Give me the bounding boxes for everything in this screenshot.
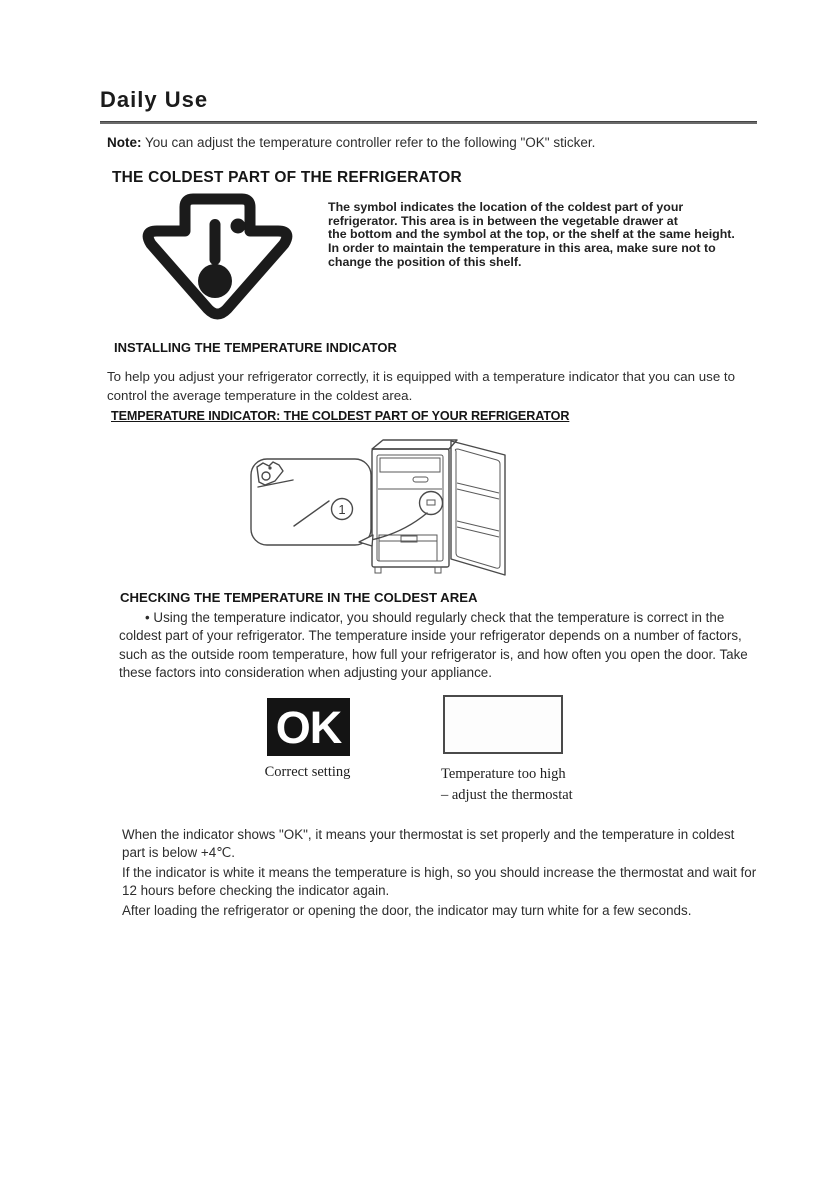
coldest-part-thermometer-arrow-icon [125, 192, 310, 327]
text-line: In order to maintain the temperature in this area, make sure not to [328, 241, 716, 256]
section-heading-installing: INSTALLING THE TEMPERATURE INDICATOR [114, 340, 397, 355]
note-paragraph: If the indicator is white it means the temperature is high, so you should increase the thermostat and wait for 12 hours before checking the indicator again. [122, 865, 757, 898]
indicator-usage-notes [122, 826, 760, 923]
checking-description: • Using the temperature indicator, you should regularly check that the temperature is correct in the coldest part of your refrigerator. The temperature inside your refrigerator depends on a number of factors, such as the outside room temperature, how full your refrigerator is, and how often you open the door. Take these factors into consideration when adjusting your appliance. [119, 610, 748, 680]
section-heading-checking: CHECKING THE TEMPERATURE IN THE COLDEST AREA [120, 590, 478, 605]
coldest-part-description [328, 201, 762, 270]
ok-indicator-sticker [267, 698, 350, 756]
caption-correct-setting: Correct setting [264, 764, 351, 780]
white-indicator-sticker [443, 695, 563, 754]
section-heading-coldest-part: THE COLDEST PART OF THE REFRIGERATOR [112, 169, 462, 186]
installing-description: To help you adjust your refrigerator correctly, it is equipped with a temperature indicator that you can use to control the average temperature in the coldest area. [107, 369, 735, 403]
note-label: Note: [107, 135, 142, 150]
text-line: The symbol indicates the location of the coldest part of your [328, 200, 684, 214]
subheading-temperature-indicator: TEMPERATURE INDICATOR: THE COLDEST PART OF YOUR REFRIGERATOR [111, 409, 570, 423]
ok-indicator-label: OK [275, 701, 342, 753]
text-line: change the position of this shelf. [328, 254, 522, 269]
indicator-location-circle [420, 492, 443, 515]
note-paragraph: When the indicator shows "OK", it means your thermostat is set properly and the temperature in coldest part is below +4℃. [122, 827, 735, 860]
text-line: the bottom and the symbol at the top, or the shelf at the same height. [328, 227, 735, 242]
mini-indicator-sticker-icon [257, 462, 283, 485]
title-divider [100, 121, 757, 124]
refrigerator-indicator-diagram [245, 437, 530, 584]
note-text: You can adjust the temperature controller refer to the following "OK" sticker. [141, 135, 596, 150]
note-line [107, 135, 595, 150]
caption-adjust-thermostat: – adjust the thermostat [441, 787, 573, 803]
caption-temperature-too-high: Temperature too high [441, 766, 566, 782]
page-title: Daily Use [100, 87, 209, 112]
fridge-door-open [451, 441, 505, 575]
text-line: refrigerator. This area is in between the vegetable drawer at [328, 213, 678, 228]
fridge-top [372, 440, 457, 449]
callout-bubble [251, 459, 371, 545]
callout-number: 1 [338, 502, 346, 517]
note-paragraph: After loading the refrigerator or opening the door, the indicator may turn white for a few seconds. [122, 903, 692, 918]
